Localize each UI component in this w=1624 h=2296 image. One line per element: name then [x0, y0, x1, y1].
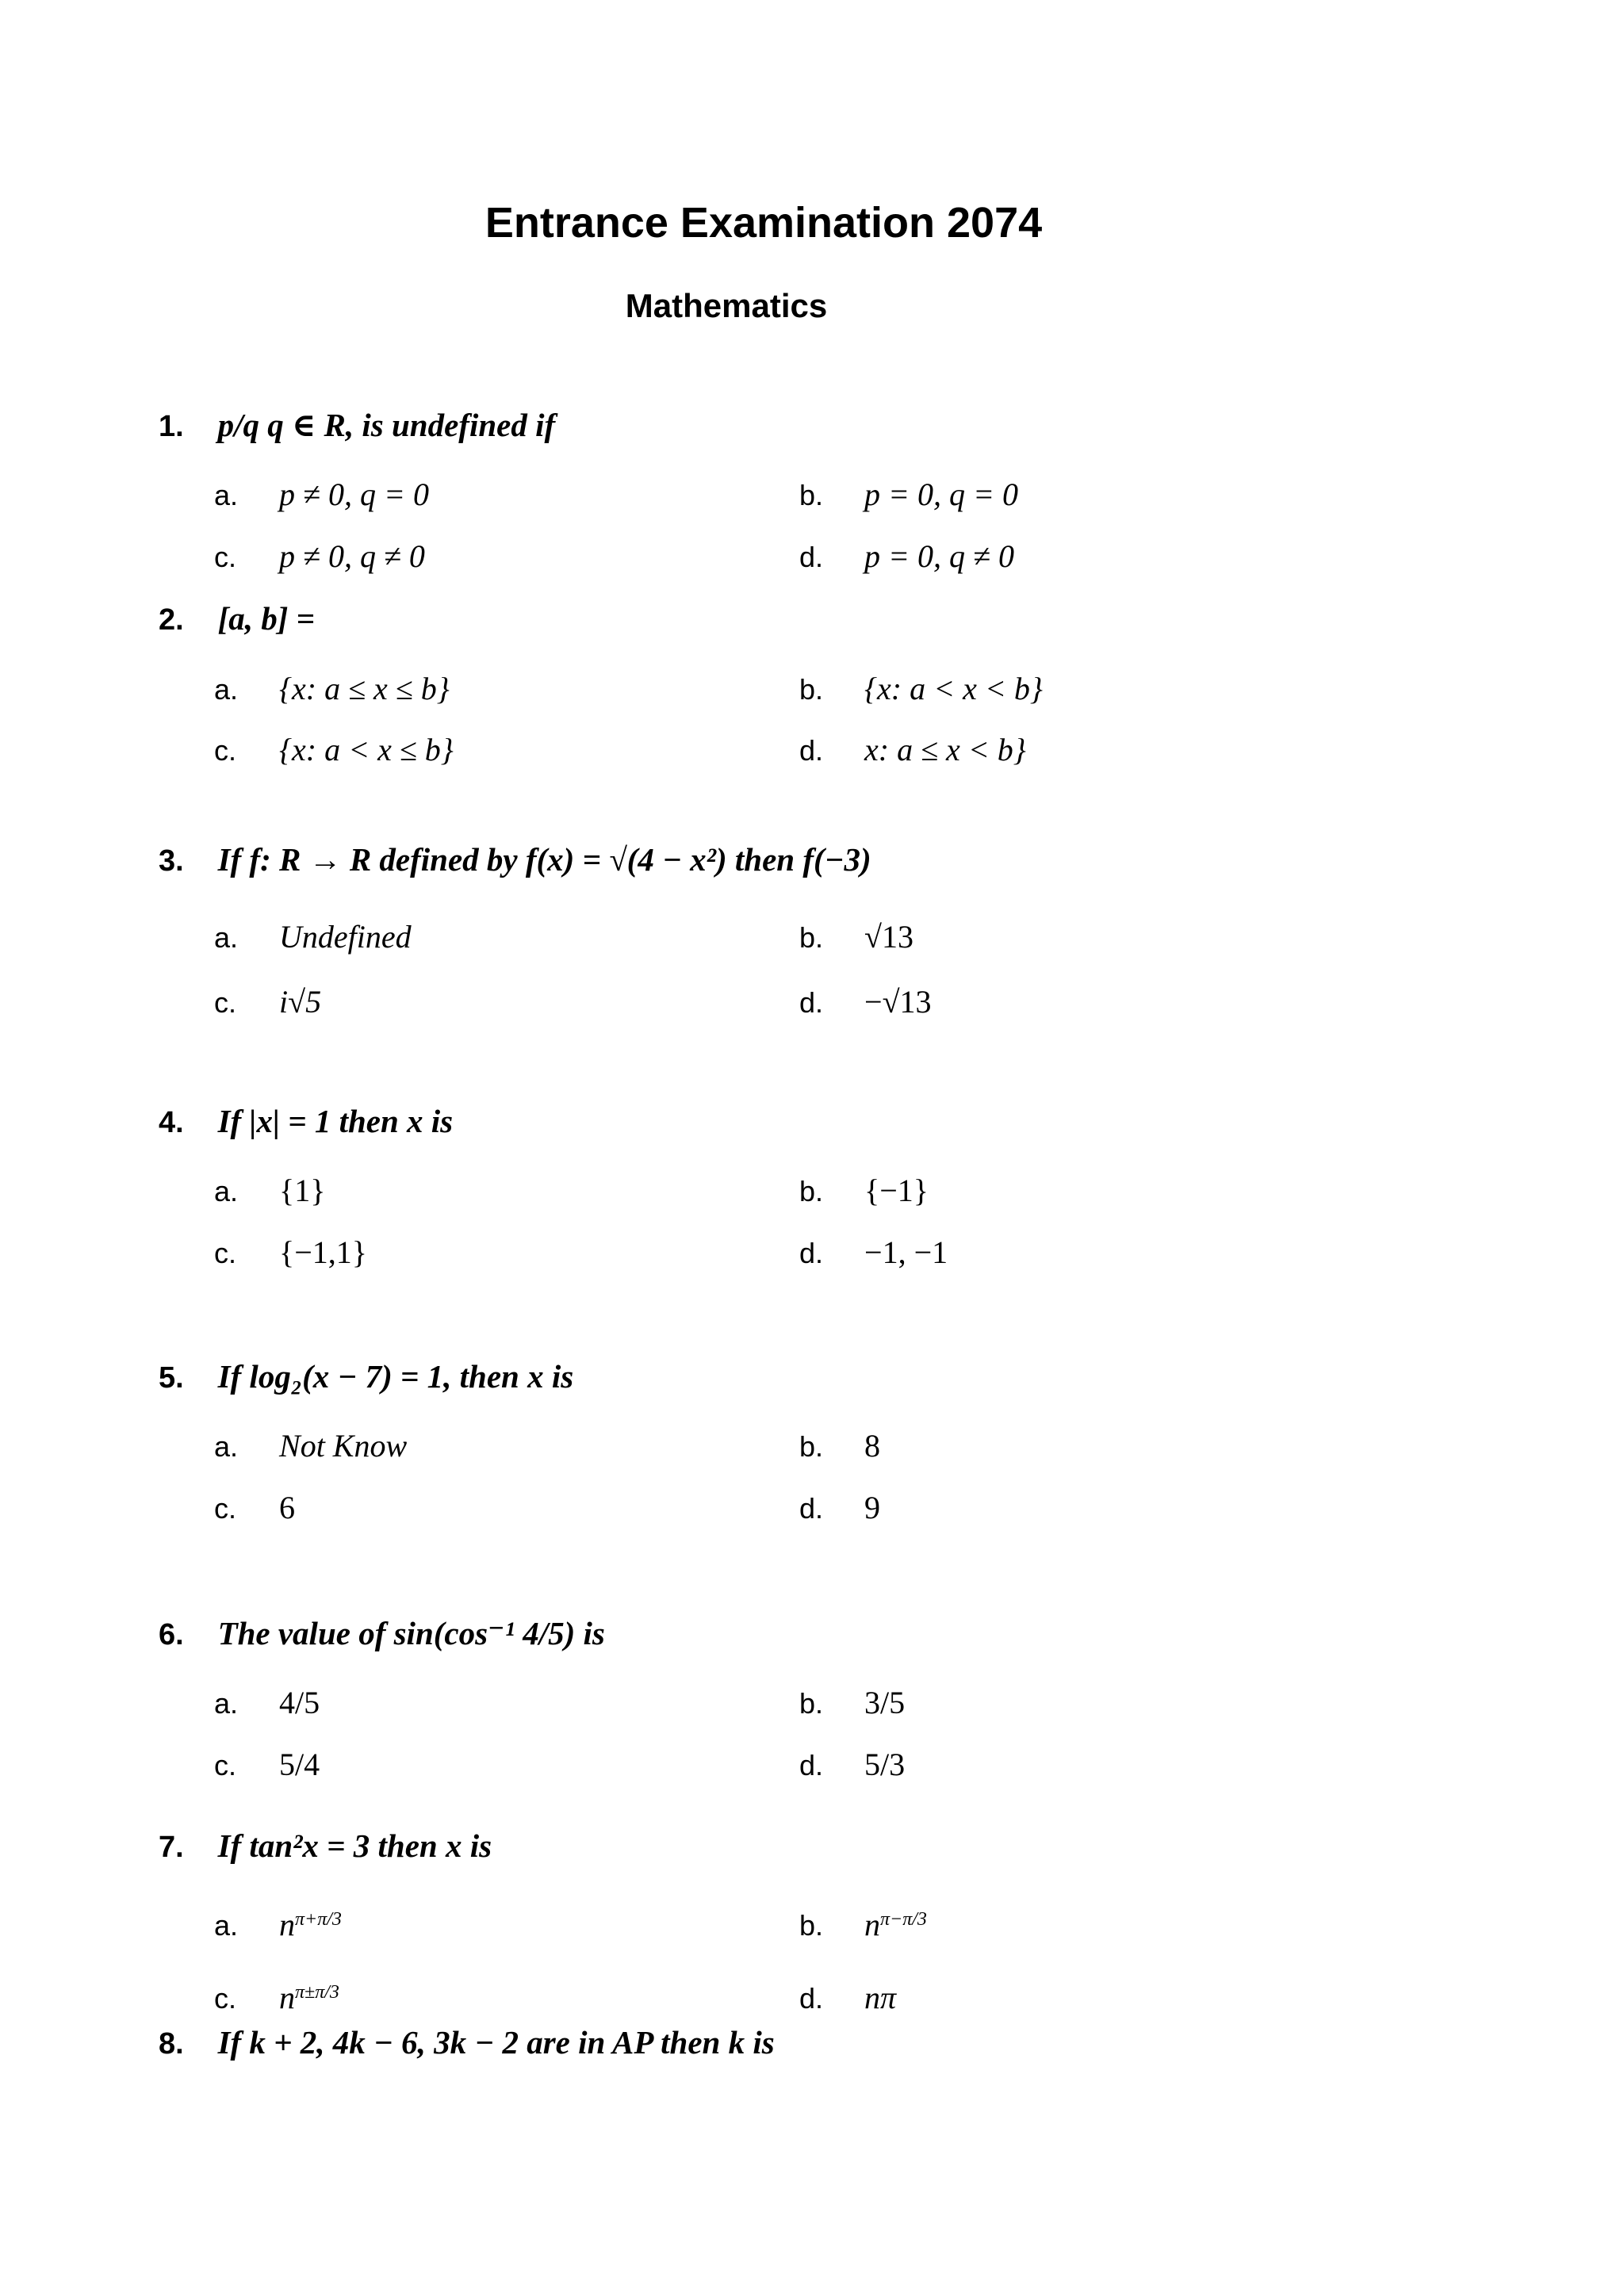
- option-value: nπ: [864, 1980, 897, 2015]
- option-label: b.: [799, 1909, 824, 1942]
- option-7a: [214, 1906, 342, 1943]
- option-exponent: π±π/3: [295, 1982, 339, 2003]
- option-value: {x: a < x ≤ b}: [279, 732, 454, 767]
- option-label: b.: [799, 1687, 824, 1720]
- option-label: d.: [799, 1237, 824, 1269]
- option-4a: [214, 1172, 325, 1209]
- question-number: 2.: [159, 603, 184, 637]
- option-exponent: π+π/3: [295, 1909, 342, 1930]
- option-4c: [214, 1234, 367, 1271]
- option-6d: [799, 1746, 905, 1783]
- option-value: {1}: [279, 1173, 326, 1208]
- option-label: c.: [214, 1749, 237, 1781]
- option-value: {x: a ≤ x ≤ b}: [279, 671, 450, 706]
- option-2d: [799, 731, 1026, 768]
- option-5a: [214, 1427, 407, 1464]
- question-number: 6.: [159, 1618, 184, 1651]
- question-number: 3.: [159, 844, 184, 878]
- option-label: d.: [799, 986, 824, 1019]
- option-7c: [214, 1979, 339, 2016]
- option-value: 6: [279, 1490, 296, 1525]
- question-text: If |x| = 1 then x is: [217, 1103, 454, 1139]
- option-label: a.: [214, 1687, 239, 1720]
- question-1: [159, 406, 555, 444]
- option-5d: [799, 1489, 880, 1526]
- option-label: c.: [214, 734, 237, 767]
- question-text: If f: R → R defined by f(x) = √(4 − x²) then f(−3): [217, 841, 871, 878]
- option-label: a.: [214, 479, 239, 511]
- option-label: a.: [214, 1175, 239, 1207]
- option-value: p = 0, q = 0: [864, 476, 1018, 512]
- option-value: Undefined: [279, 919, 412, 955]
- option-2a: [214, 670, 450, 707]
- option-label: b.: [799, 479, 824, 511]
- option-exponent: π−π/3: [880, 1909, 927, 1930]
- option-label: a.: [214, 1430, 239, 1463]
- option-1c: [214, 538, 425, 575]
- option-value: n: [279, 1907, 296, 1942]
- option-6b: [799, 1684, 905, 1721]
- option-label: b.: [799, 921, 824, 954]
- question-text: If tan²x = 3 then x is: [217, 1827, 492, 1864]
- option-value: {x: a < x < b}: [864, 671, 1043, 706]
- option-1a: [214, 476, 429, 513]
- option-label: b.: [799, 1175, 824, 1207]
- option-label: d.: [799, 734, 824, 767]
- question-number: 8.: [159, 2027, 184, 2061]
- option-label: d.: [799, 1982, 824, 2015]
- option-label: c.: [214, 1492, 237, 1525]
- option-label: a.: [214, 673, 239, 706]
- question-number: 4.: [159, 1106, 184, 1139]
- option-value: 3/5: [864, 1685, 906, 1720]
- option-value: n: [864, 1907, 881, 1942]
- option-label: c.: [214, 541, 237, 573]
- option-6a: [214, 1684, 320, 1721]
- question-text: p/q q ∈ R, is undefined if: [217, 407, 556, 443]
- option-label: c.: [214, 1982, 237, 2015]
- option-value: p ≠ 0, q ≠ 0: [279, 538, 425, 574]
- option-2c: [214, 731, 454, 768]
- question-7: [159, 1827, 492, 1865]
- option-label: b.: [799, 1430, 824, 1463]
- option-3a: [214, 918, 412, 955]
- option-value: −√13: [864, 984, 932, 1020]
- question-2: [159, 599, 315, 637]
- question-text: [a, b] =: [217, 600, 315, 637]
- option-value: 9: [864, 1490, 881, 1525]
- question-text: If k + 2, 4k − 6, 3k − 2 are in AP then k is: [217, 2024, 775, 2061]
- option-value: n: [279, 1980, 296, 2015]
- option-value: {−1,1}: [279, 1234, 367, 1270]
- option-3b: [799, 918, 914, 955]
- page-title: Entrance Examination 2074: [485, 199, 1043, 247]
- option-7b: [799, 1906, 927, 1943]
- option-4b: [799, 1172, 929, 1209]
- question-4: [159, 1102, 453, 1140]
- option-6c: [214, 1746, 320, 1783]
- question-number: 7.: [159, 1831, 184, 1864]
- question-3: [159, 840, 871, 878]
- subject-heading: Mathematics: [625, 287, 828, 324]
- option-value: {−1}: [864, 1173, 929, 1208]
- option-label: b.: [799, 673, 824, 706]
- option-value: 4/5: [279, 1685, 320, 1720]
- option-4d: [799, 1234, 948, 1271]
- question-text: If log₂(x − 7) = 1, then x is: [217, 1358, 574, 1395]
- option-value: i√5: [279, 984, 322, 1020]
- option-5b: [799, 1427, 880, 1464]
- option-1d: [799, 538, 1014, 575]
- option-label: d.: [799, 1749, 824, 1781]
- question-8: [159, 2023, 775, 2061]
- option-label: c.: [214, 986, 237, 1019]
- option-value: p = 0, q ≠ 0: [864, 538, 1014, 574]
- option-value: 5/3: [864, 1747, 906, 1782]
- option-value: √13: [864, 919, 914, 955]
- question-number: 1.: [159, 410, 184, 443]
- option-3c: [214, 983, 321, 1020]
- option-2b: [799, 670, 1043, 707]
- option-value: Not Know: [279, 1428, 408, 1464]
- question-5: [159, 1357, 573, 1395]
- option-7d: [799, 1979, 896, 2016]
- option-label: d.: [799, 541, 824, 573]
- option-label: a.: [214, 1909, 239, 1942]
- option-label: a.: [214, 921, 239, 954]
- option-label: c.: [214, 1237, 237, 1269]
- option-1b: [799, 476, 1018, 513]
- option-value: −1, −1: [864, 1234, 948, 1270]
- question-number: 5.: [159, 1361, 184, 1395]
- option-3d: [799, 983, 932, 1020]
- option-value: 8: [864, 1428, 881, 1464]
- option-5c: [214, 1489, 295, 1526]
- option-value: x: a ≤ x < b}: [864, 732, 1026, 767]
- option-label: d.: [799, 1492, 824, 1525]
- option-value: p ≠ 0, q = 0: [279, 476, 429, 512]
- option-value: 5/4: [279, 1747, 320, 1782]
- question-text: The value of sin(cos⁻¹ 4/5) is: [217, 1615, 605, 1651]
- question-6: [159, 1614, 605, 1652]
